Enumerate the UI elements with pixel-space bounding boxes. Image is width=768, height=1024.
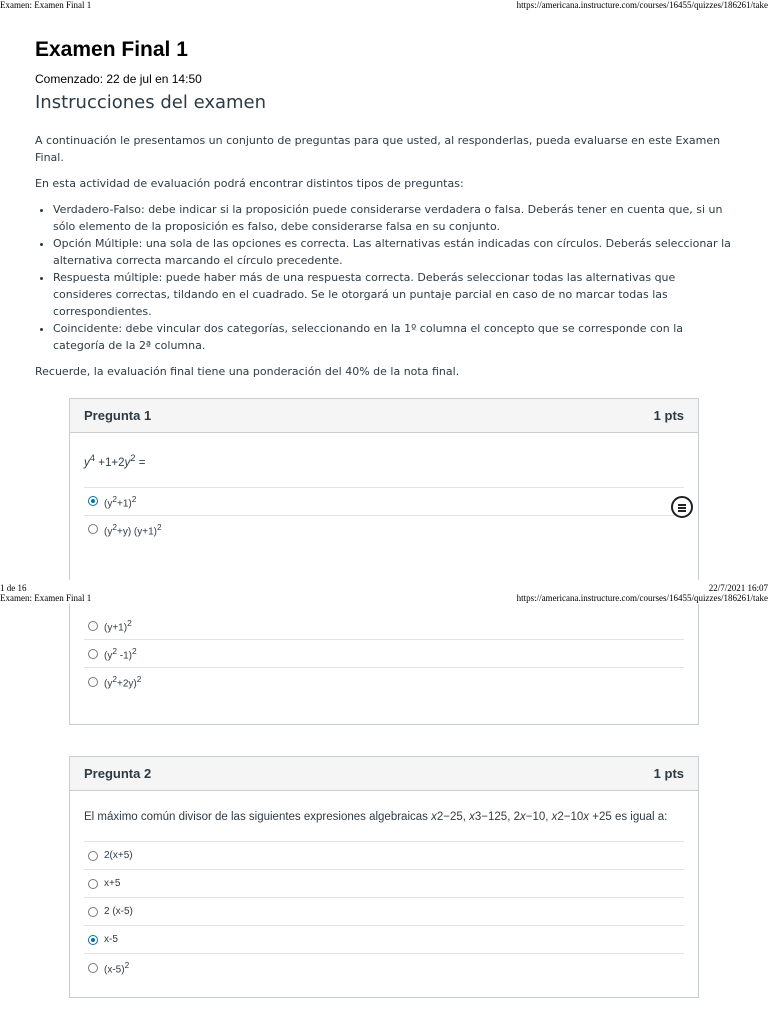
answer-label: $(y+1)^2$ — [104, 617, 132, 634]
question-2 — [69, 756, 699, 998]
answer-option[interactable] — [84, 487, 684, 515]
exam-title: Examen Final 1 — [35, 38, 188, 61]
print-header-title: Examen: Examen Final 1 — [0, 0, 92, 10]
print-page-2 — [0, 604, 768, 1024]
print-header-url: https://americana.instructure.com/courses/16455/quizzes/186261/take — [516, 0, 768, 10]
answer-label: x-5 — [104, 934, 118, 945]
question-points: 1 pts — [653, 408, 684, 423]
question-points: 1 pts — [653, 766, 684, 781]
instructions-intro: A continuación le presentamos un conjunto de preguntas para que usted, al responderlas, pueda evaluarse en este Examen Final. — [35, 134, 721, 164]
question-type-item: • Opción Múltiple: una sola de las opciones es correcta. Las alternativas están indicadas con círculos. Deberás seleccionar la alternativa correcta marcando el círculo precedente. — [53, 235, 735, 269]
answer-list — [84, 841, 684, 981]
radio-button[interactable] — [88, 496, 98, 506]
print-footer-date: 22/7/2021 16:07 — [708, 583, 768, 593]
answer-option[interactable] — [84, 925, 684, 953]
radio-button[interactable] — [88, 621, 98, 631]
answer-label: 2 (x-5) — [104, 906, 133, 917]
question-type-item: • Respuesta múltiple: puede haber más de una respuesta correcta. Deberás seleccionar todas las alternativas que consideres correctas, tildando en el cuadrado. Se le otorgará un puntaje parcial en caso de no marcar todas las correspondientes. — [53, 269, 735, 320]
question-1 — [69, 398, 699, 580]
instructions-title: Instrucciones del examen — [35, 92, 267, 113]
answer-label: ($y^2$ -1)$^2$ — [104, 645, 137, 662]
radio-button[interactable] — [88, 524, 98, 534]
answer-option[interactable] — [84, 869, 684, 897]
question-text: $y^4 +1+2y^2$ = — [84, 453, 146, 469]
question-header — [70, 399, 698, 433]
print-header-url: https://americana.instructure.com/courses/16455/quizzes/186261/take — [516, 593, 768, 603]
instructions-body — [35, 132, 735, 389]
answer-option[interactable] — [84, 897, 684, 925]
weight-note: Recuerde, la evaluación final tiene una ponderación del 40% de la nota final. — [35, 365, 460, 378]
answer-label: x+5 — [104, 878, 121, 889]
radio-button[interactable] — [88, 963, 98, 973]
radio-button[interactable] — [88, 907, 98, 917]
answer-option[interactable] — [84, 841, 684, 869]
answer-option[interactable] — [84, 953, 684, 981]
answer-label: $(y^2+y)$ $(y+1)^2$ — [104, 521, 162, 537]
question-types-list — [35, 201, 735, 354]
answer-label: $(y^2+2y)^2$ — [104, 673, 142, 690]
question-title: Pregunta 1 — [84, 408, 152, 423]
started-at: Comenzado: 22 de jul en 14:50 — [35, 72, 202, 86]
question-text: El máximo común divisor de las siguientes expresiones algebraicas x2−25, x3−125, 2x−10, x2−10x +25 es igual a: — [84, 811, 668, 823]
question-type-item: • Coincidente: debe vincular dos categorías, seleccionando en la 1º columna el concepto que se corresponde con la categoría de la 2ª columna. — [53, 320, 735, 354]
answer-option[interactable] — [84, 612, 684, 639]
answer-label: $(x-5)^2$ — [104, 959, 130, 976]
answer-option[interactable] — [84, 667, 684, 695]
question-types-intro: En esta actividad de evaluación podrá encontrar distintos tipos de preguntas: — [35, 177, 464, 190]
answer-list — [84, 487, 684, 543]
radio-button[interactable] — [88, 879, 98, 889]
radio-button[interactable] — [88, 935, 98, 945]
question-title: Pregunta 2 — [84, 766, 152, 781]
radio-button[interactable] — [88, 649, 98, 659]
question-header — [70, 757, 698, 791]
print-footer-page: 1 de 16 — [0, 583, 27, 593]
question-type-item: • Verdadero-Falso: debe indicar si la proposición puede considerarse verdadera o falsa. Deberás tener en cuenta que, si un sólo elemento de la proposición es falso, debe considerarse falsa en su conjunto. — [53, 201, 735, 235]
answer-label: $(y^2+1)^2$ — [104, 493, 137, 509]
print-header-title: Examen: Examen Final 1 — [0, 593, 92, 603]
radio-button[interactable] — [88, 677, 98, 687]
question-1-continued — [69, 604, 699, 725]
answer-label: 2(x+5) — [104, 850, 133, 861]
answer-list — [84, 604, 684, 695]
radio-button[interactable] — [88, 851, 98, 861]
answer-option[interactable] — [84, 515, 684, 543]
chat-bubble-icon[interactable] — [671, 496, 693, 518]
answer-option[interactable] — [84, 639, 684, 667]
